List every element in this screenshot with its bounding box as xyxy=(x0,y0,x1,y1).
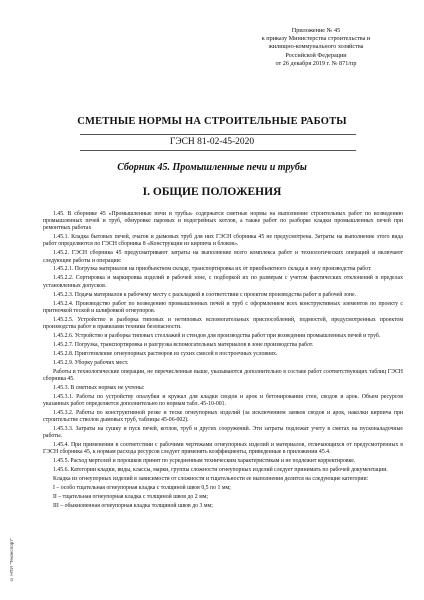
appendix-header xyxy=(231,27,401,68)
category-item: III – обыкновенная огнеупорная кладка толщиной швов до 3 мм; xyxy=(53,502,213,509)
paragraph: 1.45.5. Расход мертелей и порошков принят по усредненным техническим характеристикам и не подлежит корректировке. xyxy=(53,458,356,465)
paragraph: 1.45.2.4. Производство работ по возведению промышленных печей и труб с оформлением всех конструктивных элементов по проекту с притночкой теской и шлифовкой огнеупоров. xyxy=(43,300,403,314)
paragraph: 1.45.2.7. Погрузка, транспортировка и разгрузка вспомогательных материалов в зоне производства работ. xyxy=(53,341,314,348)
paragraph: 1.45. В сборнике 45 «Промышленные печи и трубы» содержатся сметные нормы на выполнение строительных работ по возведению промышленных печей и труб, обмуровке паровых и водогрейных котлов, а также работ по разборке кладки промышленных печей при ремонтных работах xyxy=(43,211,403,232)
title-divider xyxy=(80,134,356,135)
appendix-line: от 26 декабря 2019 г. № 871/пр xyxy=(275,59,357,67)
paragraph: 1.45.4. При применении в соответствии с рабочими чертежами огнеупорных изделий и материалов, отличающихся от предусмотренных в ГЭСН сборника 45, к нормам расхода ресурсов следует применять коэффициенты, приведенные в приложении 45.4. xyxy=(43,441,403,456)
appendix-line: Российской Федерации xyxy=(285,51,347,59)
paragraph: 1.45.2.5. Устройство и разборка типовых и нетиповых вспомогательных приспособлений, подмостей, предусмотренных проектом производства работ и правилами техники безопасности. xyxy=(43,316,403,330)
paragraph: 1.45.3.1. Работы по устройству опалубки и кружал для кладки сводов и арок и бетонирования стен, сводов и арок. Объем ресурсов указанных работ определяется дополнительно по нормам табл. 45-10-001. xyxy=(43,393,403,407)
paragraph: 1.45.2.3. Подача материалов к рабочему месту с раскладкой в соответствии с проектом производства работ в рабочей зоне. xyxy=(53,291,357,298)
paragraph: 1.45.6. Категории кладки, виды, классы, марки, группы сложности огнеупорных изделий следует принимать по рабочей документации. xyxy=(53,466,388,473)
paragraph: 1.45.2.2. Сортировка и маркировка изделий в рабочей зоне, с подборкой их по размерам с учетом фактических отклонений в пределах установленных допусков. xyxy=(43,275,403,289)
paragraph: 1.45.1. Кладка бытовых печей, очагов и дымовых труб для них ГЭСН сборника 45 не предусмотрена. Затраты на выполнение этого вида работ определяются по ГЭСН сборника 8 «Конструкции из кирпича и блоков». xyxy=(43,234,403,248)
paragraph: 1.45.3. В сметных нормах не учтены: xyxy=(53,384,145,391)
appendix-line: Приложение № 45 xyxy=(291,27,341,34)
paragraph: 1.45.2.6. Устройство и разборка типовых стеллажей и стендов для производства работ при возведении промышленных печей и труб. xyxy=(53,332,381,339)
publisher-stamp: © НТИ "Техэкспорт" xyxy=(9,538,14,582)
paragraph: Кладка из огнеупорных изделий в зависимости от сложности и тщательности ее выполнения делится на следующие категории: xyxy=(53,475,369,482)
paragraph: 1.45.2.8. Приготовление огнеупорных растворов из сухих смесей в построечных условиях. xyxy=(53,350,278,357)
section-heading: I. ОБЩИЕ ПОЛОЖЕНИЯ xyxy=(142,186,282,198)
paragraph: Работы и технологические операции, не перечисленные выше, указываются дополнительно в составе работ соответствующих таблиц ГЭСН сборника 45. xyxy=(43,368,403,382)
paragraph: 1.45.2.9. Уборку рабочих мест. xyxy=(53,359,129,366)
document-body xyxy=(43,211,403,512)
category-item: I – особо тщательная огнеупорная кладка с толщиной швов 0,5 по 1 мм; xyxy=(53,484,231,491)
paragraph: 1.45.2.1. Погрузка материалов на приобъектном складе, транспортировка их от приобъектного склада в зону производства работ. xyxy=(53,266,372,273)
category-item: II – тщательная огнеупорная кладка с толщиной швов до 2 мм; xyxy=(53,493,209,500)
document-title: СМЕТНЫЕ НОРМЫ НА СТРОИТЕЛЬНЫЕ РАБОТЫ xyxy=(77,116,347,127)
paragraph: 1.45.3.3. Затраты на сушку и пуск печей, котлов, труб и других сооружений. Эти затраты подлежат учету в сметах на пусконаладочные работы. xyxy=(43,425,403,439)
appendix-line: к приказу Министерства строительства и xyxy=(261,35,371,43)
code-divider xyxy=(80,150,356,151)
paragraph: 1.45.3.2. Работы по конструктивной резке и теске огнеупорных изделий (за исключением замков сводов и арок, наколки кирпича при строительстве стволов дымовых труб, таблицы 45-06-002). xyxy=(43,409,403,423)
appendix-line: жилищно-коммунального хозяйства xyxy=(268,43,364,51)
collection-title: Сборник 45. Промышленные печи и трубы xyxy=(117,162,307,173)
paragraph: 1.45.2. ГЭСН сборника 45 предусматривают затраты на выполнение всего комплекса работ и технологических операций и включают следующие работы и операции: xyxy=(43,250,403,264)
norm-code: ГЭСН 81-02-45-2020 xyxy=(169,137,255,147)
